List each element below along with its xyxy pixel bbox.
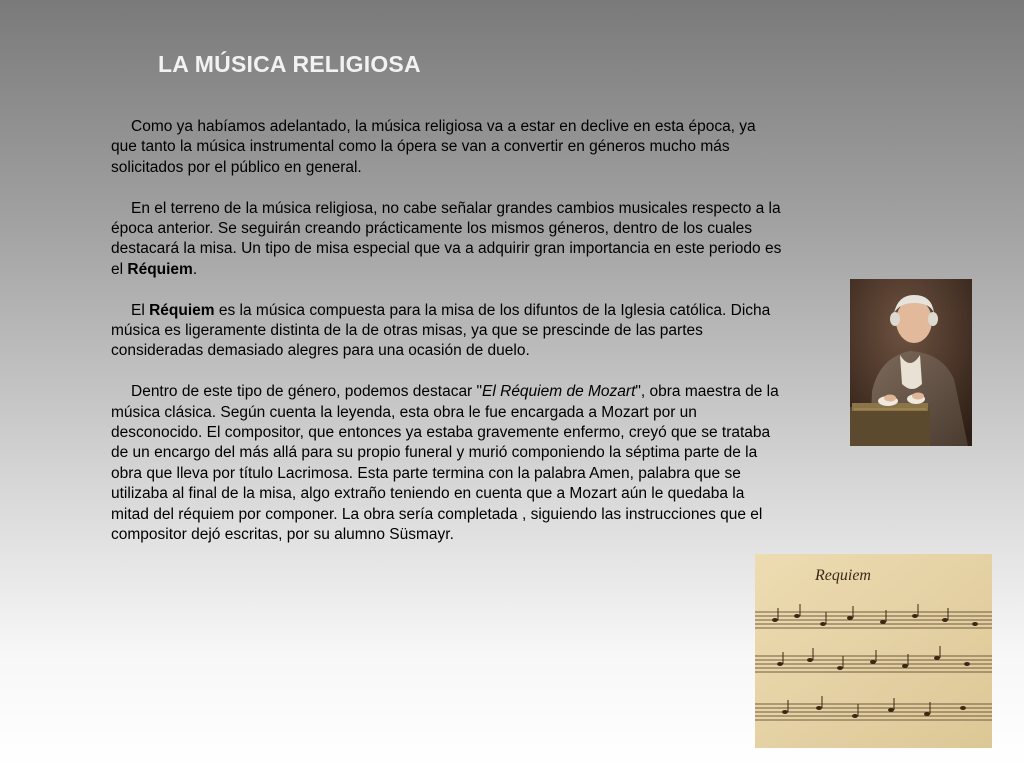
slide-title: LA MÚSICA RELIGIOSA <box>158 51 421 77</box>
mozart-requiem-italic: El Réquiem de Mozart <box>482 383 636 401</box>
paragraph-4: Dentro de este tipo de género, podemos destacar "El Réquiem de Mozart", obra maestra de la música clásica. Según cuenta la leyenda, esta obra le fue encargada a Mozart por un desconocido. El compositor, que entonces ya estaba gravemente enfermo, creyó que se trataba de un encargo del más allá para su propio funeral y murió componiendo la séptima parte de la obra que lleva por título Lacrimosa. Esta parte termina con la palabra Amen, palabra que se utilizaba al final de la misa, algo extraño teniendo en cuenta que a Mozart aún le quedaba la mitad del réquiem por componer. La obra sería completada , siguiendo las instrucciones que el compositor dejó escritas, por su alumno Süsmayr. <box>111 383 779 544</box>
requiem-bold: Réquiem <box>127 260 193 278</box>
paragraph-2: En el terreno de la música religiosa, no cabe señalar grandes cambios musicales respecto a la época anterior. Se seguirán creando prácticamente los mismos géneros, dentro de los cuales destacará la misa. Un tipo de misa especial que va a adquirir gran importancia en este periodo es el Réquiem. <box>111 199 782 278</box>
requiem-bold: Réquiem <box>149 301 215 319</box>
composer-portrait-image <box>850 279 972 446</box>
manuscript-heading: Requiem <box>815 567 871 584</box>
paragraph-3: El Réquiem es la música compuesta para la misa de los difuntos de la Iglesia católica. Dicha música es ligeramente distinta de la de otras misas, ya que se prescinde de las partes consideradas demasiado alegres para una ocasión de duelo. <box>111 301 771 360</box>
body-text <box>111 117 783 566</box>
portrait-illustration <box>850 279 972 446</box>
paragraph-1: Como ya habíamos adelantado, la música religiosa va a estar en declive en esta época, ya que tanto la música instrumental como la ópera se van a convertir en géneros mucho más solicitados por el público en general. <box>111 118 756 176</box>
requiem-manuscript-image <box>755 554 992 748</box>
manuscript-illustration <box>755 554 992 748</box>
